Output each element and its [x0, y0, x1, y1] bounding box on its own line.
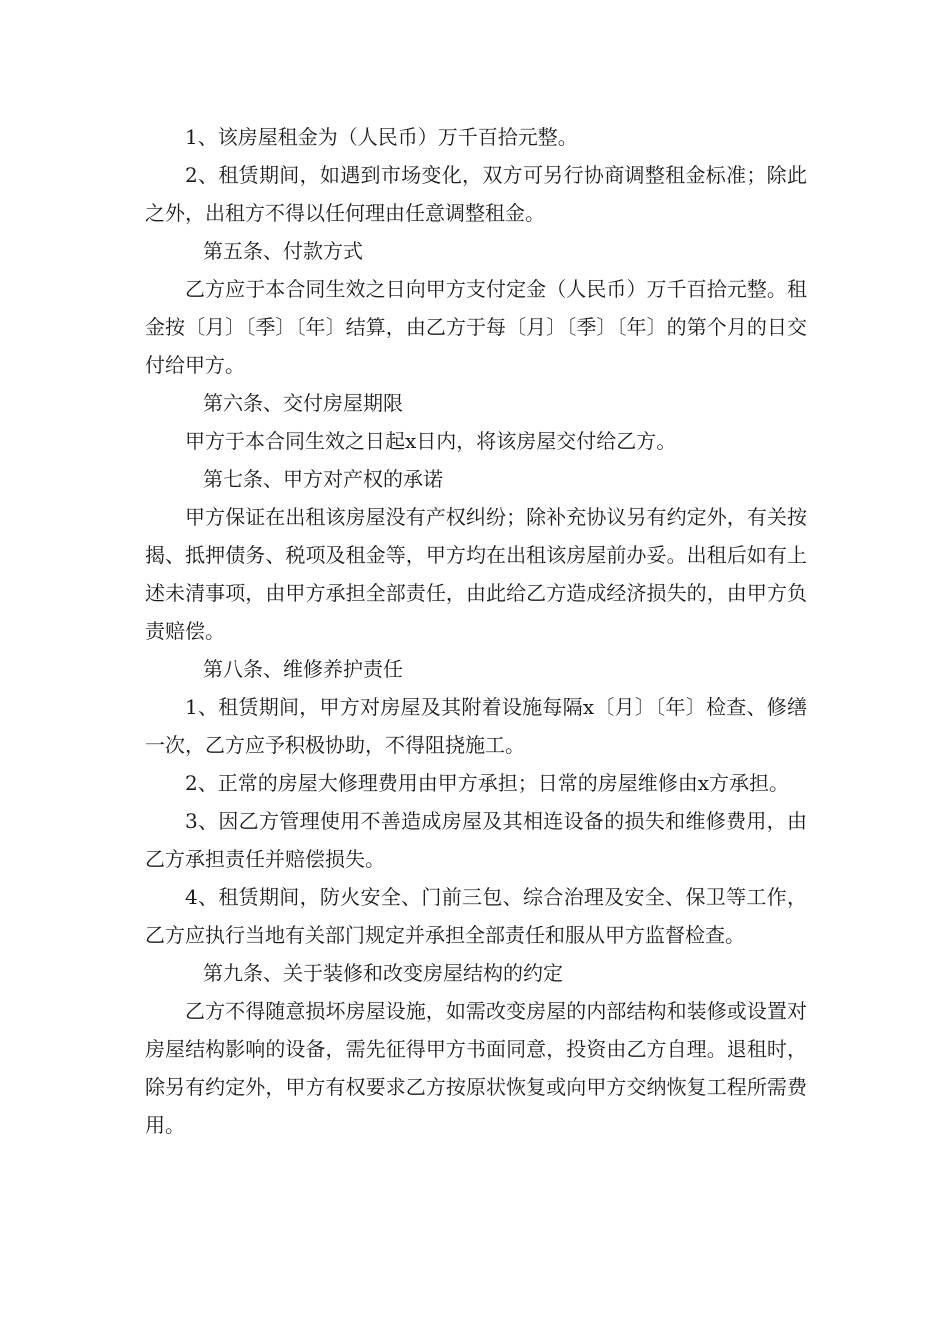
heading-article-9: 第九条、关于装修和改变房屋结构的约定: [203, 961, 563, 985]
paragraph-rent-amount: 1、该房屋租金为（人民币）万千百拾元整。: [185, 125, 578, 149]
heading-article-6: 第六条、交付房屋期限: [203, 391, 403, 415]
paragraph-renovation: 乙方不得随意损坏房屋设施，如需改变房屋的内部结构和装修或设置对房屋结构影响的设备，需先征得甲方书面同意，投资由乙方自理。退租时，除另有约定外，甲方有权要求乙方按原状恢复或向甲方交纳恢复工程所需费用。: [145, 999, 807, 1137]
document-body: [145, 118, 807, 1144]
paragraph-maintenance-4: 4、租赁期间，防火安全、门前三包、综合治理及安全、保卫等工作，乙方应执行当地有关部门规定并承担全部责任和服从甲方监督检查。: [145, 885, 807, 947]
paragraph-maintenance-3: 3、因乙方管理使用不善造成房屋及其相连设备的损失和维修费用，由乙方承担责任并赔偿损失。: [145, 809, 807, 871]
paragraph-property-rights: 甲方保证在出租该房屋没有产权纠纷；除补充协议另有约定外，有关按揭、抵押债务、税项及租金等，甲方均在出租该房屋前办妥。出租后如有上述未清事项，由甲方承担全部责任，由此给乙方造成经济损失的，由甲方负责赔偿。: [145, 505, 807, 643]
paragraph-maintenance-1: 1、租赁期间，甲方对房屋及其附着设施每隔x〔月〕〔年〕检查、修缮一次，乙方应予积极协助，不得阻挠施工。: [145, 695, 807, 757]
heading-article-7: 第七条、甲方对产权的承诺: [203, 467, 443, 491]
paragraph-maintenance-2: 2、正常的房屋大修理费用由甲方承担；日常的房屋维修由x方承担。: [185, 771, 790, 795]
paragraph-payment-method: 乙方应于本合同生效之日向甲方支付定金（人民币）万千百拾元整。租金按〔月〕〔季〕〔年〕结算，由乙方于每〔月〕〔季〕〔年〕的第个月的日交付给甲方。: [145, 277, 807, 377]
heading-article-8: 第八条、维修养护责任: [203, 657, 403, 681]
paragraph-rent-adjustment: 2、租赁期间，如遇到市场变化，双方可另行协商调整租金标准；除此之外，出租方不得以任何理由任意调整租金。: [145, 163, 807, 225]
heading-article-5: 第五条、付款方式: [203, 239, 363, 263]
paragraph-delivery-deadline: 甲方于本合同生效之日起x日内，将该房屋交付给乙方。: [185, 429, 677, 453]
